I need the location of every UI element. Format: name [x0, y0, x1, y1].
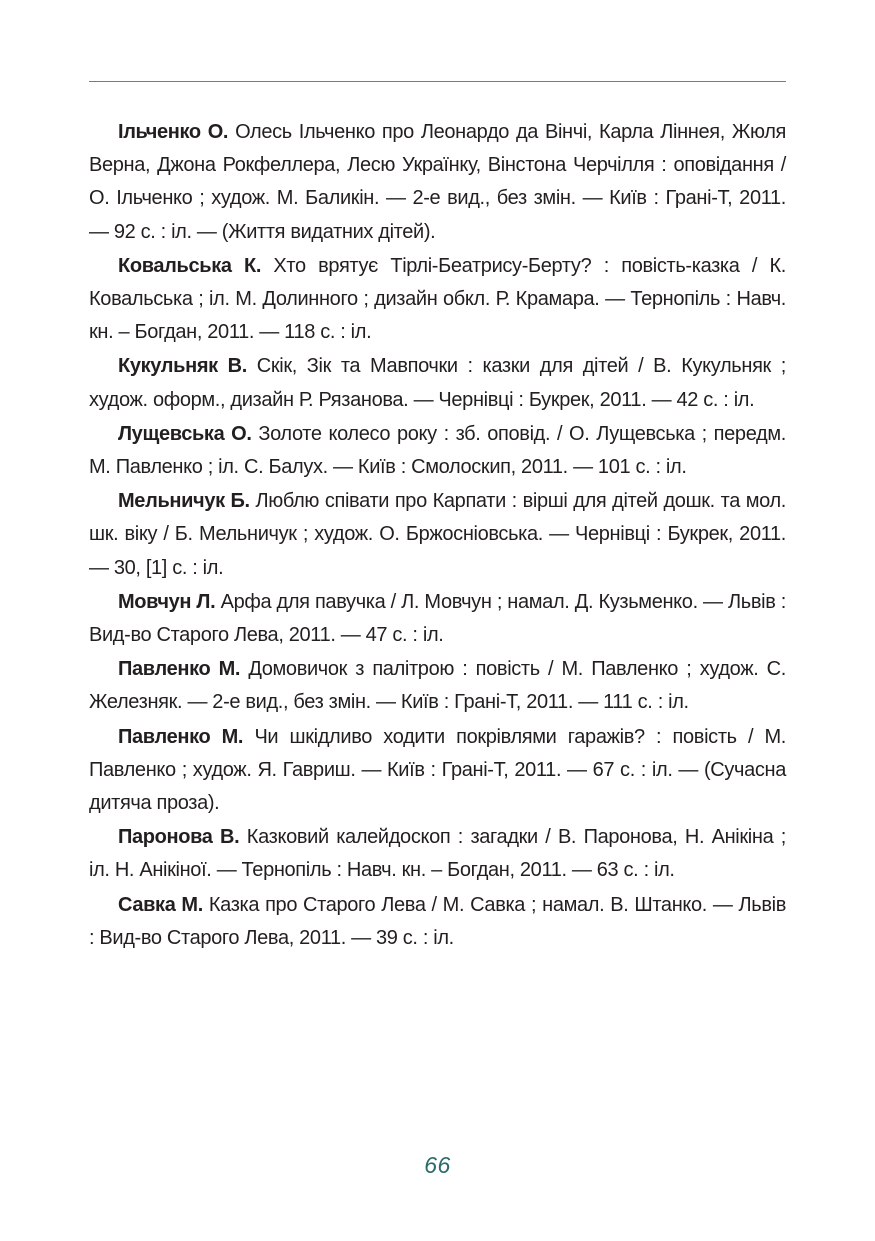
- entry-text: Арфа для павучка / Л. Мовчун ; намал. Д. Кузьменко. — Львів : Вид-во Старого Лева, 2011. — 47 с. : іл.: [89, 590, 786, 647]
- bibliography-entry: [89, 889, 786, 955]
- bibliography-entry: [89, 821, 786, 887]
- bibliography-entry: [89, 653, 786, 719]
- entry-author: Савка М.: [118, 893, 203, 916]
- bibliography-entry: [89, 721, 786, 821]
- entry-text: Казковий калейдоскоп : загадки / В. Паронова, Н. Анікіна ; іл. Н. Анікіної. — Тернопіль : Навч. кн. – Богдан, 2011. — 63 с. : іл.: [89, 826, 786, 882]
- entry-author: Мельничук Б.: [118, 490, 250, 513]
- entry-author: Мовчун Л.: [118, 590, 216, 613]
- entry-text: Люблю співати про Карпати : вірші для дітей дошк. та мол. шк. віку / Б. Мельничук ; худож. О. Бржосніовська. — Чернівці : Букрек, 2011. — 30, [1] с. : іл.: [89, 490, 786, 579]
- bibliography-entry: [89, 418, 786, 484]
- bibliography-entry: [89, 586, 786, 652]
- page-number: 66: [424, 1152, 451, 1178]
- entry-text: Олесь Ільченко про Леонардо да Вінчі, Карла Ліннея, Жюля Верна, Джона Рокфеллера, Лесю Українку, Вінстона Черчілля : оповідання / О. Ільченко ; худож. М. Баликін. — 2-е вид., без змін. — Київ : Грані-Т, 2011. — 92 с. : іл. — (Життя видатних дітей).: [89, 121, 786, 243]
- entry-text: Казка про Старого Лева / М. Савка ; намал. В. Штанко. — Львів : Вид-во Старого Лева, 2011. — 39 с. : іл.: [89, 893, 786, 949]
- entry-text: Скік, Зік та Мавпочки : казки для дітей / В. Кукульняк ; худож. оформ., дизайн Р. Рязанова. — Чернівці : Букрек, 2011. — 42 с. : іл.: [89, 355, 786, 411]
- bibliography-entry: [89, 350, 786, 416]
- bibliography-entry: [89, 250, 786, 350]
- entry-text: Чи шкідливо ходити покрівлями гаражів? : повість / М. Павленко ; худож. Я. Гавриш. — Київ : Грані-Т, 2011. — 67 с. : іл. — (Сучасна дитяча проза).: [89, 725, 786, 815]
- bibliography-entry: [89, 116, 786, 249]
- header-rule: [89, 81, 786, 82]
- entry-author: Паронова В.: [118, 826, 240, 849]
- entry-author: Ільченко О.: [118, 121, 229, 143]
- entry-text: Хто врятує Тірлі-Беатрису-Берту? : повість-казка / К. Ковальська ; іл. М. Долинного ; дизайн обкл. Р. Крамара. — Тернопіль : Навч. кн. – Богдан, 2011. — 118 с. : іл.: [89, 254, 786, 344]
- bibliography-list: [89, 116, 786, 956]
- entry-author: Павленко М.: [118, 725, 244, 748]
- entry-author: Лущевська О.: [118, 422, 252, 445]
- entry-text: Домовичок з палітрою : повість / М. Павленко ; худож. С. Железняк. — 2-е вид., без змін. — Київ : Грані-Т, 2011. — 111 с. : іл.: [89, 658, 786, 714]
- entry-text: Золоте колесо року : зб. оповід. / О. Лущевська ; передм. М. Павленко ; іл. С. Балух. — Київ : Смолоскип, 2011. — 101 с. : іл.: [89, 422, 786, 479]
- entry-author: Ковальська К.: [118, 254, 262, 277]
- bibliography-entry: [89, 485, 786, 585]
- entry-author: Кукульняк В.: [118, 355, 247, 378]
- entry-author: Павленко М.: [118, 658, 241, 681]
